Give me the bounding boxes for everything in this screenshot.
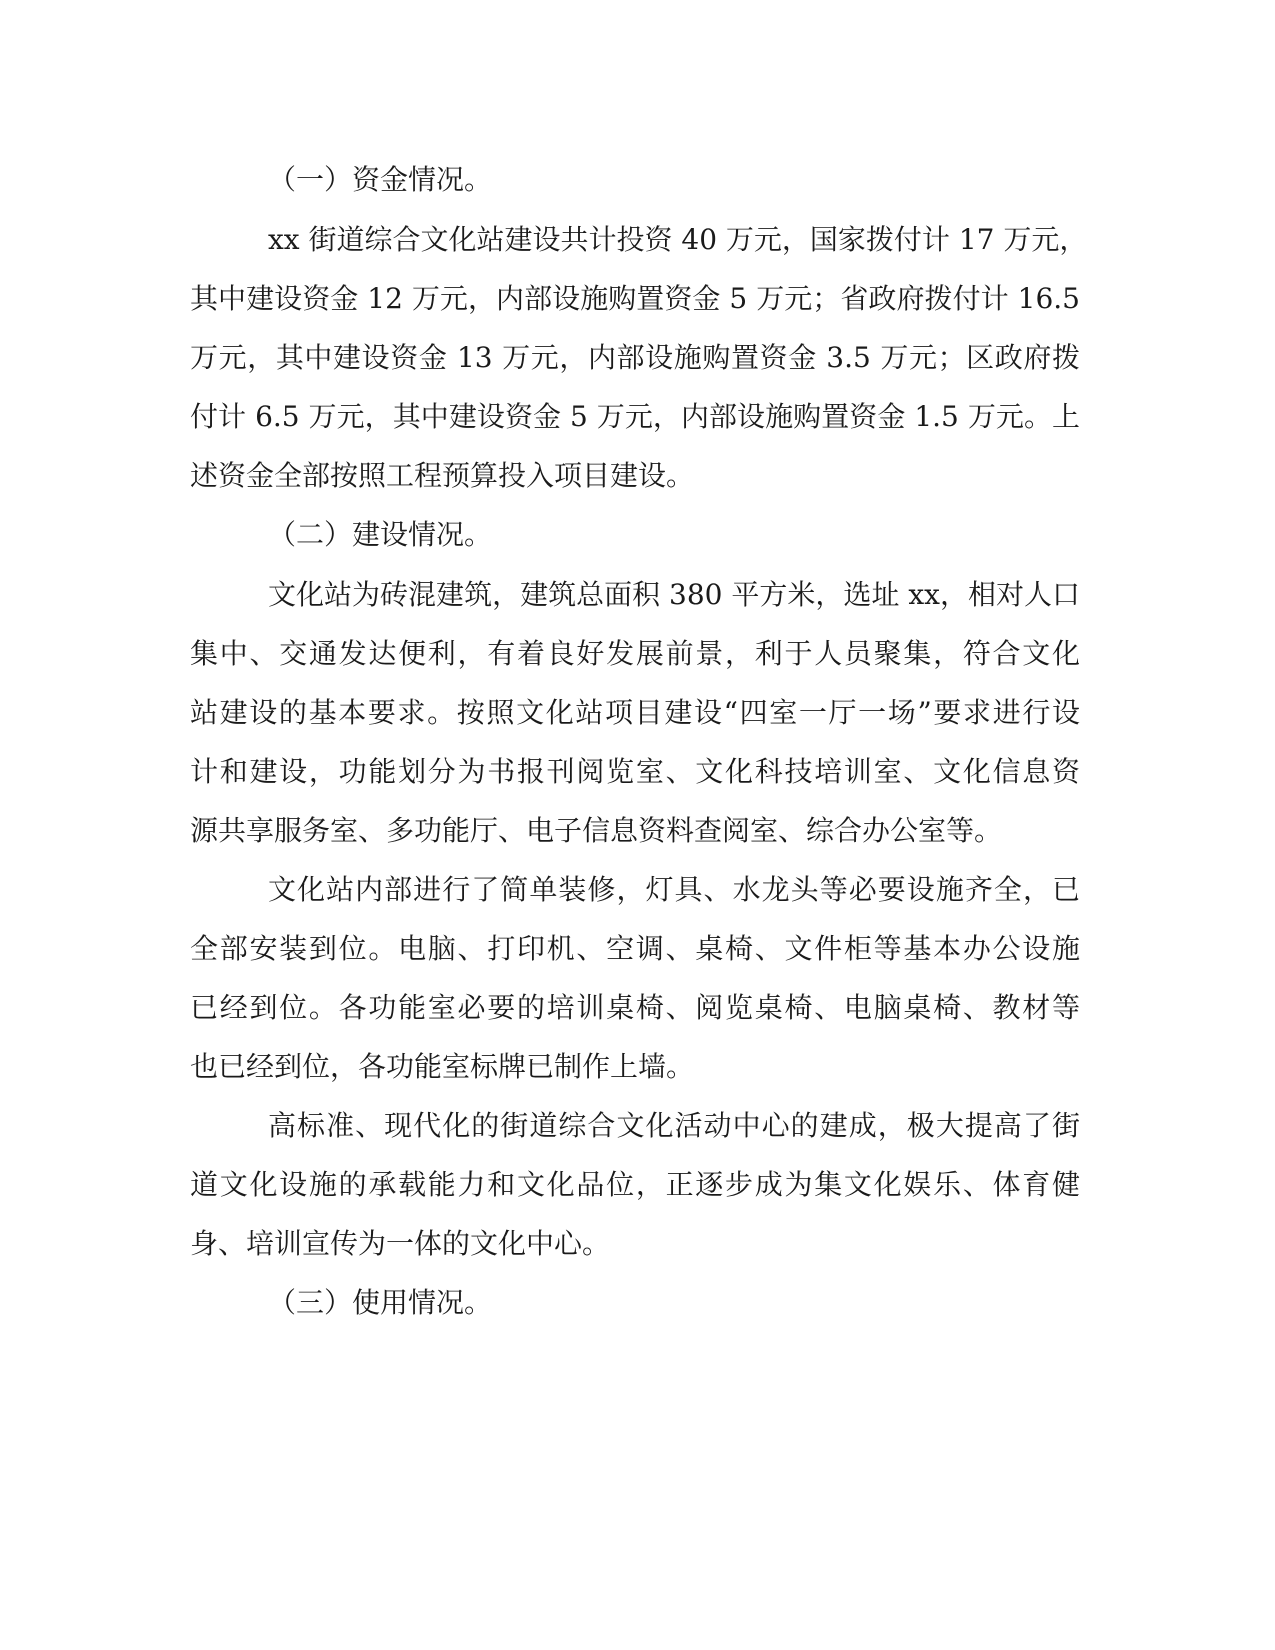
paragraph-line: 集中、交通发达便利，有着良好发展前景，利于人员聚集，符合文化 [190,637,1080,670]
paragraph-line: 道文化设施的承载能力和文化品位，正逐步成为集文化娱乐、体育健 [190,1168,1080,1201]
paragraph-line: 付计 6.5 万元，其中建设资金 5 万元，内部设施购置资金 1.5 万元。上 [190,400,1080,433]
section-heading-construction: （二）建设情况。 [268,518,493,551]
paragraph-line: 也已经到位，各功能室标牌已制作上墙。 [190,1050,695,1083]
paragraph-line: 万元，其中建设资金 13 万元，内部设施购置资金 3.5 万元；区政府拨 [190,341,1080,374]
section-heading-funding: （一）资金情况。 [268,163,493,196]
paragraph-line: 文化站为砖混建筑，建筑总面积 380 平方米，选址 xx，相对人口 [268,578,1080,611]
paragraph-line: 文化站内部进行了简单装修，灯具、水龙头等必要设施齐全，已 [268,873,1080,906]
paragraph-line: 其中建设资金 12 万元，内部设施购置资金 5 万元；省政府拨付计 16.5 [190,282,1080,315]
paragraph-line: 高标准、现代化的街道综合文化活动中心的建成，极大提高了街 [268,1109,1080,1142]
paragraph-line: 站建设的基本要求。按照文化站项目建设“四室一厅一场”要求进行设 [190,696,1080,729]
paragraph-line: 计和建设，功能划分为书报刊阅览室、文化科技培训室、文化信息资 [190,755,1080,788]
section-heading-usage: （三）使用情况。 [268,1286,493,1319]
paragraph-line: 已经到位。各功能室必要的培训桌椅、阅览桌椅、电脑桌椅、教材等 [190,991,1080,1024]
paragraph-line: 源共享服务室、多功能厅、电子信息资料查阅室、综合办公室等。 [190,814,1003,847]
paragraph-line: 身、培训宣传为一体的文化中心。 [190,1227,611,1260]
paragraph-line: xx 街道综合文化站建设共计投资 40 万元，国家拨付计 17 万元， [268,223,1088,256]
paragraph-line: 全部安装到位。电脑、打印机、空调、桌椅、文件柜等基本办公设施 [190,932,1080,965]
paragraph-line: 述资金全部按照工程预算投入项目建设。 [190,459,695,492]
